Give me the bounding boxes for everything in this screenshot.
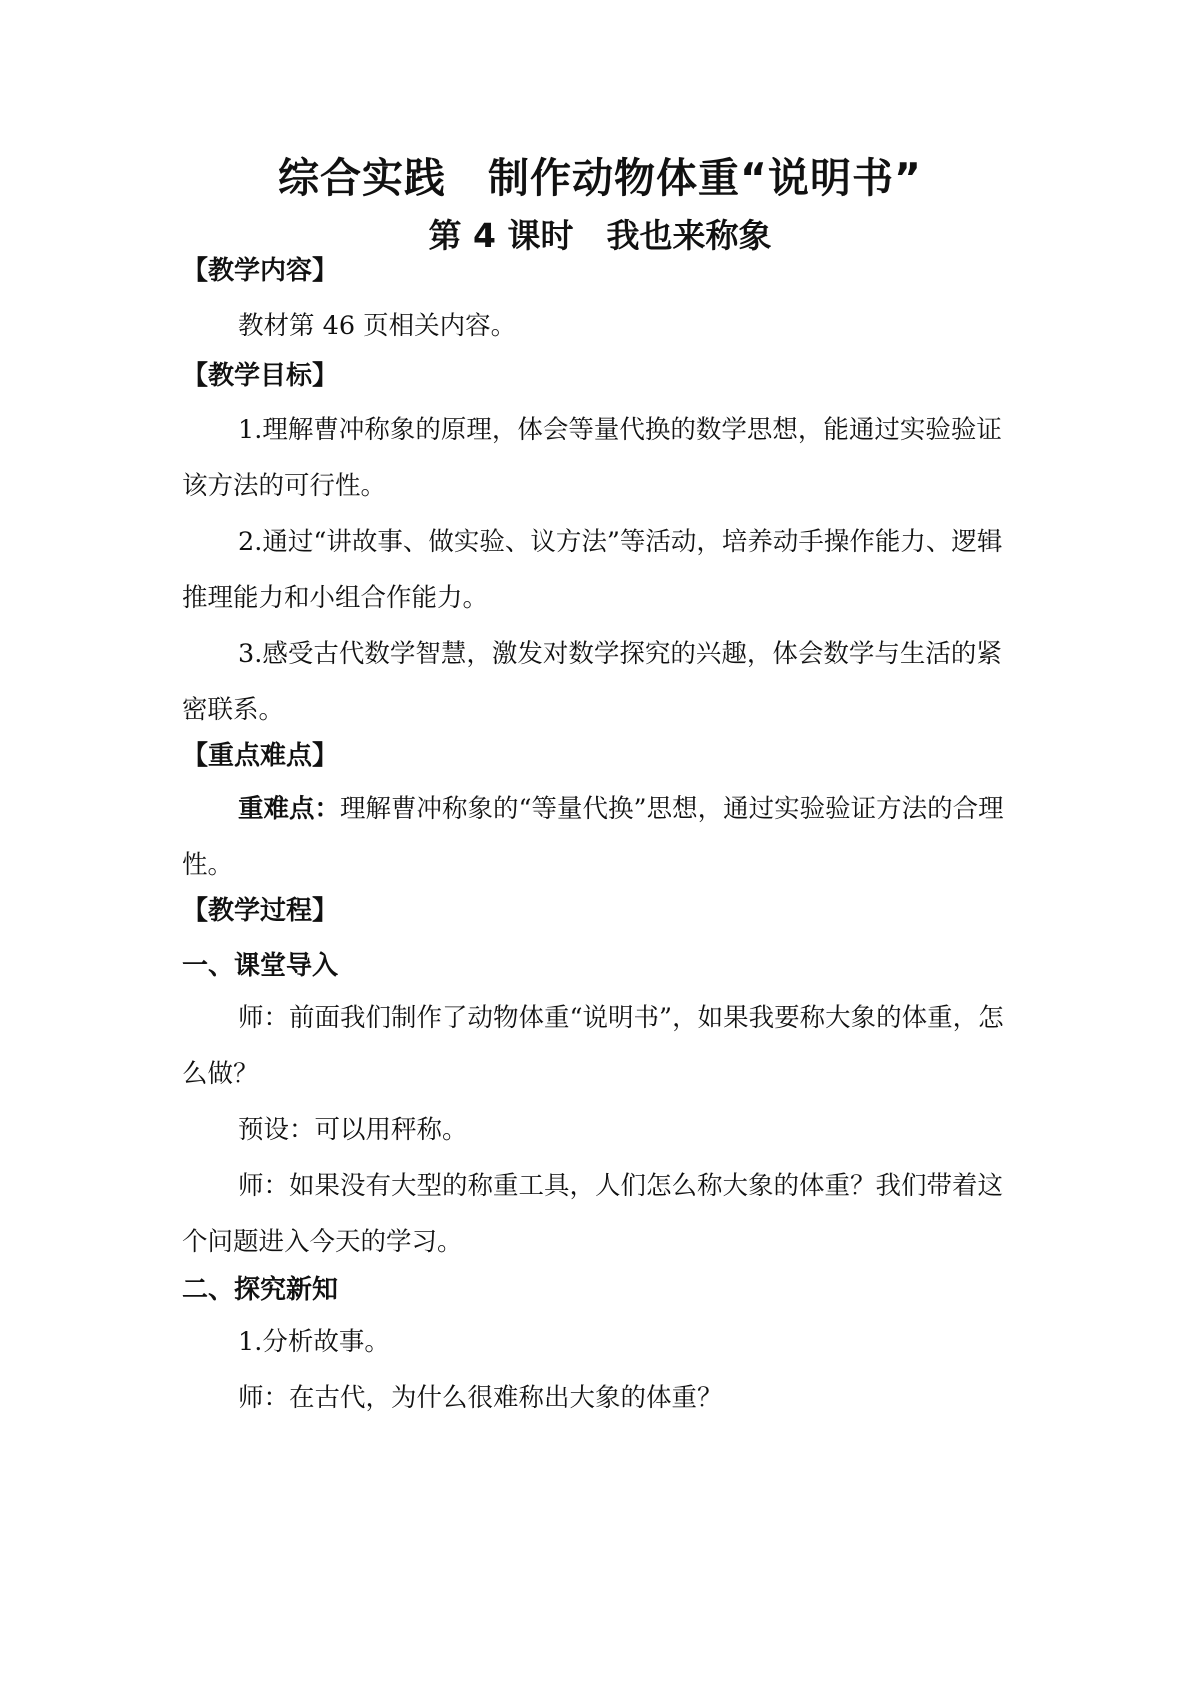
document-title: 综合实践 制作动物体重“说明书”	[278, 154, 922, 202]
section-heading-process: 【教学过程】	[182, 896, 339, 926]
section-heading-objectives: 【教学目标】	[182, 361, 339, 391]
key-points-paragraph	[182, 781, 1022, 893]
subheading-explore: 二、探究新知	[182, 1275, 339, 1305]
explore-line-1: 1.分析故事。	[238, 1327, 390, 1357]
key-points-text: 理解曹冲称象的“等量代换”思想，通过实验验证方法的合理性。	[182, 794, 1004, 880]
section-heading-content: 【教学内容】	[182, 256, 339, 286]
objective-item-1: 1.理解曹冲称象的原理，体会等量代换的数学思想，能通过实验验证该方法的可行性。	[182, 415, 1002, 501]
content-text: 教材第 46 页相关内容。	[238, 311, 517, 341]
subheading-introduction: 一、课堂导入	[182, 951, 339, 981]
intro-line-3: 师：如果没有大型的称重工具，人们怎么称大象的体重？我们带着这个问题进入今天的学习。	[182, 1171, 1004, 1257]
lesson-subtitle: 第 4 课时 我也来称象	[428, 216, 772, 255]
explore-line-2: 师：在古代，为什么很难称出大象的体重？	[238, 1383, 723, 1413]
key-points-label: 重难点：	[238, 794, 341, 824]
intro-line-2: 预设：可以用秤称。	[238, 1115, 468, 1145]
intro-line-1: 师：前面我们制作了动物体重“说明书”，如果我要称大象的体重，怎么做？	[182, 1003, 1004, 1089]
objective-item-3: 3.感受古代数学智慧，激发对数学探究的兴趣，体会数学与生活的紧密联系。	[182, 639, 1002, 725]
objective-item-2: 2.通过“讲故事、做实验、议方法”等活动，培养动手操作能力、逻辑推理能力和小组合作能力。	[182, 527, 1003, 613]
section-heading-key-points: 【重点难点】	[182, 741, 339, 771]
